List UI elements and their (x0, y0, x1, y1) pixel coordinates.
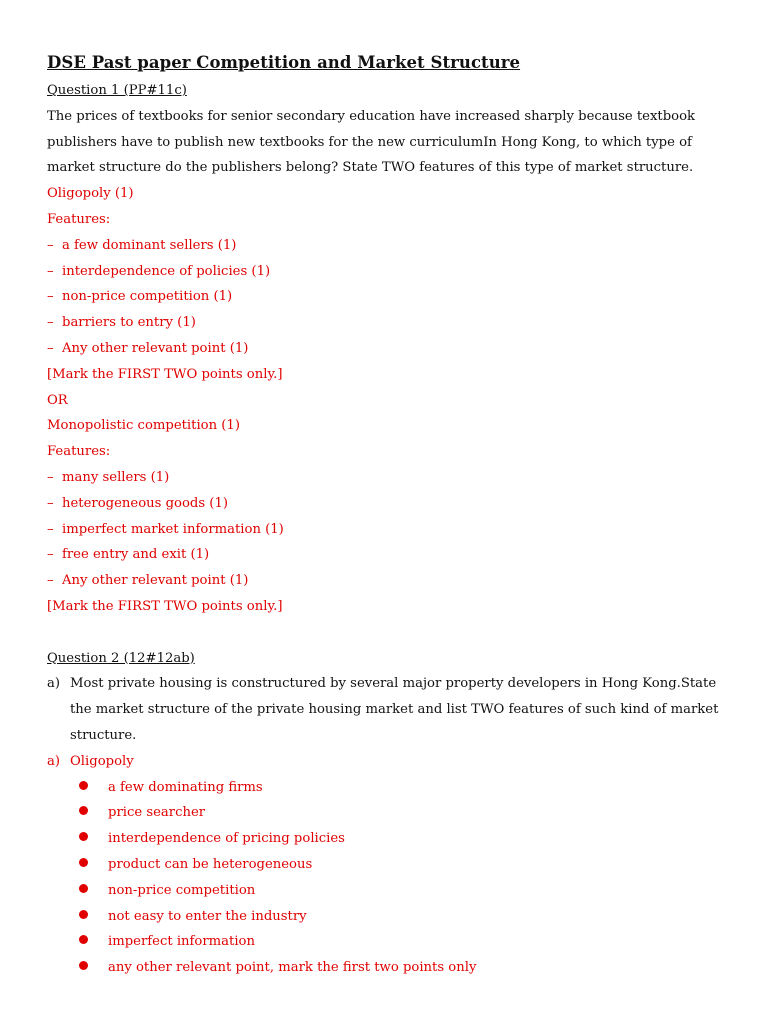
bullet-text: product can be heterogeneous (108, 856, 313, 872)
dash-marker: – (47, 469, 54, 485)
feature-text: imperfect market information (1) (62, 521, 284, 537)
bullet-text: imperfect information (108, 934, 255, 950)
dash-marker: – (47, 340, 54, 356)
answer-oligopoly-feature (47, 233, 727, 259)
answer-2a-bullet (47, 878, 727, 904)
feature-text: interdependence of policies (1) (62, 263, 271, 279)
bullet-text: non-price competition (108, 882, 256, 898)
dash-marker: – (47, 495, 54, 511)
feature-text: many sellers (1) (62, 469, 170, 485)
question-2-heading: Question 2 (12#12ab) (47, 650, 195, 666)
bullet-icon (79, 832, 88, 841)
feature-text: non-price competition (1) (62, 289, 233, 305)
question-2a-line-1 (47, 671, 727, 697)
question-2a-line-2: the market structure of the private housing market and list TWO features of such kind of market (70, 702, 719, 718)
answer-oligopoly-features-label: Features: (47, 211, 111, 227)
question-1-text-line-2: publishers have to publish new textbooks for the new curriculumIn Hong Kong, to which type of (47, 134, 692, 150)
bullet-icon (79, 781, 88, 790)
feature-text: free entry and exit (1) (62, 547, 210, 563)
answer-monopolistic-feature (47, 517, 727, 543)
bullet-text: not easy to enter the industry (108, 908, 307, 924)
bullet-icon (79, 806, 88, 815)
bullet-icon (79, 961, 88, 970)
bullet-text: price searcher (108, 805, 206, 821)
answer-2a-bullet (47, 904, 727, 930)
question-1-heading: Question 1 (PP#11c) (47, 83, 187, 98)
dash-marker: – (47, 521, 54, 537)
dash-marker: – (47, 573, 54, 589)
document-page (47, 50, 727, 981)
bullet-text: interdependence of pricing policies (108, 831, 345, 847)
question-1-text-line-3: market structure do the publishers belong? State TWO features of this type of market structure. (47, 160, 694, 176)
answer-2a-bullet (47, 775, 727, 801)
question-2a-line-3: structure. (70, 727, 137, 743)
marking-note: [Mark the FIRST TWO points only.] (47, 598, 283, 614)
answer-monopolistic-feature (47, 465, 727, 491)
dash-marker: – (47, 263, 54, 279)
spacer (47, 620, 727, 646)
bullet-text: a few dominating firms (108, 779, 263, 795)
answer-2a-bullet (47, 800, 727, 826)
dash-marker: – (47, 547, 54, 563)
answer-monopolistic-feature (47, 491, 727, 517)
answer-oligopoly-feature (47, 284, 727, 310)
feature-text: heterogeneous goods (1) (62, 495, 228, 511)
answer-2a-bullet (47, 929, 727, 955)
answer-2a-heading (47, 749, 727, 775)
answer-text: Oligopoly (70, 753, 134, 769)
dash-marker: – (47, 315, 54, 331)
answer-monopolistic-feature (47, 568, 727, 594)
feature-text: barriers to entry (1) (62, 315, 196, 331)
feature-text: a few dominant sellers (1) (62, 237, 237, 253)
or-separator: OR (47, 392, 68, 408)
answer-oligopoly-feature (47, 259, 727, 285)
answer-2a-bullet (47, 852, 727, 878)
answer-monopolistic-features-label: Features: (47, 444, 111, 460)
answer-monopolistic-heading: Monopolistic competition (1) (47, 418, 240, 434)
answer-2a-bullet (47, 826, 727, 852)
bullet-icon (79, 884, 88, 893)
bullet-icon (79, 858, 88, 867)
document-title: DSE Past paper Competition and Market Structure (47, 53, 521, 72)
dash-marker: – (47, 237, 54, 253)
marking-note: [Mark the FIRST TWO points only.] (47, 366, 283, 382)
feature-text: Any other relevant point (1) (62, 340, 249, 356)
feature-text: Any other relevant point (1) (62, 573, 249, 589)
answer-oligopoly-feature (47, 310, 727, 336)
answer-monopolistic-feature (47, 542, 727, 568)
bullet-icon (79, 935, 88, 944)
bullet-text: any other relevant point, mark the first two points only (108, 960, 477, 976)
answer-2a-bullet (47, 955, 727, 981)
answer-oligopoly-feature (47, 336, 727, 362)
question-1-text-line-1: The prices of textbooks for senior secondary education have increased sharply because textbook (47, 108, 696, 124)
part-label: a) (47, 676, 61, 692)
dash-marker: – (47, 289, 54, 305)
answer-oligopoly-heading: Oligopoly (1) (47, 186, 134, 202)
bullet-icon (79, 910, 88, 919)
part-label: a) (47, 753, 61, 769)
question-text: Most private housing is constructured by several major property developers in Hong Kong.State (70, 676, 717, 692)
